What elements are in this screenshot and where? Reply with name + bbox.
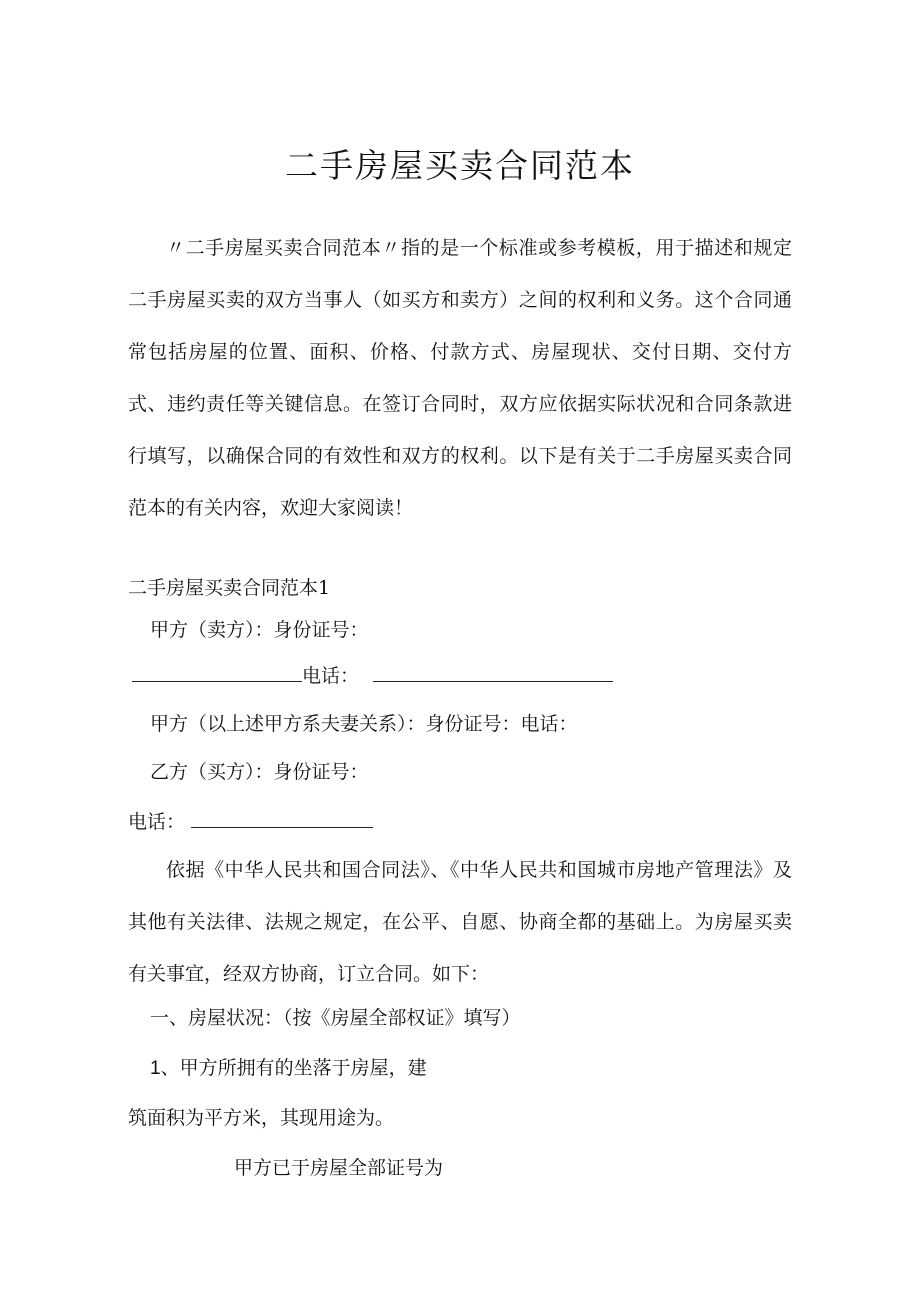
item-number: 1 — [150, 1058, 161, 1079]
blank-field — [373, 661, 613, 682]
blank-field — [191, 807, 373, 828]
certificate-line: 甲方已于房屋全部证号为 — [234, 1157, 444, 1179]
item-one-continuation: 筑面积为平方米，其现用途为。 — [128, 1107, 395, 1129]
party-b-buyer-line: 乙方（买方）：身份证号： — [150, 761, 369, 783]
item-one-line — [150, 1042, 427, 1095]
intro-paragraph: 〃二手房屋买卖合同范本〃指的是一个标准或参考模板，用于描述和规定二手房屋买卖的双方当事人（如买方和卖方）之间的权利和义务。这个合同通常包括房屋的位置、面积、价格、付款方式、房屋现状、交付日期、交付方式、违约责任等关键信息。在签订合同时，双方应依据实际状况和合同条款进行填写，以确保合同的有效性和双方的权利。以下是有关于二手房屋买卖合同范本的有关内容，欢迎大家阅读！ — [128, 237, 792, 519]
section-heading: 二手房屋买卖合同范本1 — [128, 577, 331, 599]
phone-label: 电话： — [128, 811, 186, 833]
party-b-phone-line — [128, 796, 373, 848]
item-text: 、甲方所拥有的坐落于房屋，建 — [160, 1057, 427, 1079]
document-title: 二手房屋买卖合同范本 — [285, 146, 635, 185]
party-a-seller-line: 甲方（卖方）：身份证号： — [150, 619, 369, 641]
party-a-spouse-line: 甲方（以上述甲方系夫妻关系）：身份证号：电话： — [150, 713, 578, 735]
clause-one-heading: 一、房屋状况：（按《房屋全部权证》填写） — [150, 1007, 521, 1029]
legal-basis-paragraph: 依据《中华人民共和国合同法》、《中华人民共和国城市房地产管理法》及其他有关法律、法规之规定，在公平、自愿、协商全都的基础上。为房屋买卖有关事宜，经双方协商，订立合同。如下： — [128, 859, 792, 985]
blank-field — [132, 661, 302, 682]
party-a-phone-line — [132, 650, 613, 702]
phone-label: 电话： — [302, 665, 360, 687]
